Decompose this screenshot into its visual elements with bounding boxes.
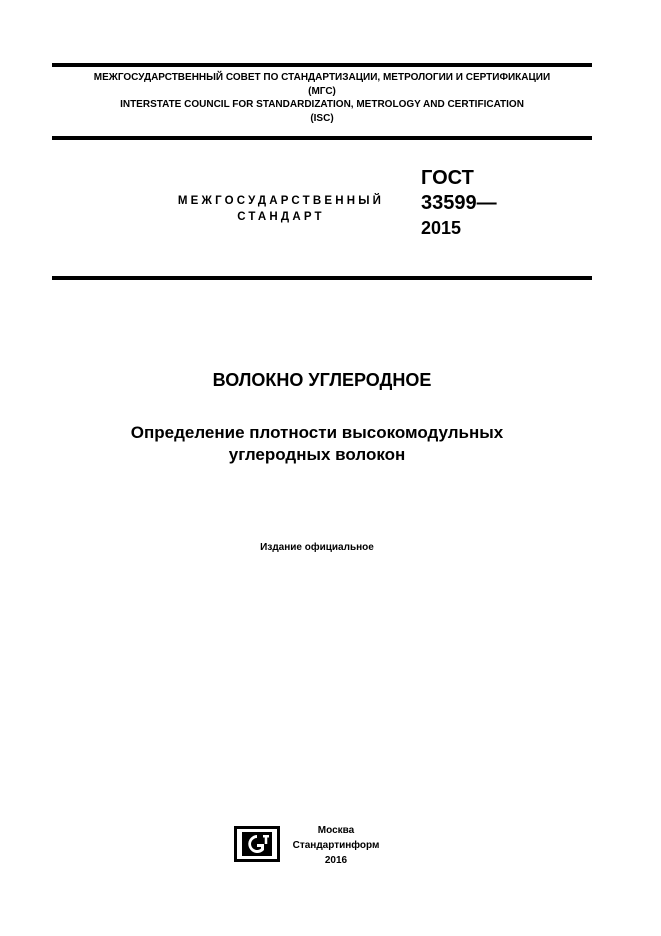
bottom-rule [52,276,592,280]
interstate-label-line2: СТАНДАРТ [237,211,325,223]
publisher-info [284,823,388,868]
document-subtitle-line1: Определение плотности высокомодульных [130,423,504,442]
publisher-city: Москва [317,825,355,836]
gost-label: ГОСТ [421,167,474,189]
edition-label: Издание официальное [260,542,374,553]
council-abbr-ru: (МГС) [308,85,336,97]
publisher-name: Стандартинформ [292,840,380,851]
document-title: ВОЛОКНО УГЛЕРОДНОЕ [212,370,432,390]
council-name-en: INTERSTATE COUNCIL FOR STANDARDIZATION, METROLOGY AND CERTIFICATION [120,99,524,110]
document-subtitle [52,422,582,466]
council-abbr-en: (ISC) [310,112,334,124]
document-subtitle-line2: углеродных волокон [228,445,406,464]
middle-rule [52,136,592,140]
interstate-standard-label [150,193,412,225]
publisher-year: 2016 [324,855,348,866]
gost-number: 33599— [421,192,497,214]
standartinform-logo-icon [234,826,280,862]
top-rule [52,63,592,67]
interstate-label-line1: МЕЖГОСУДАРСТВЕННЫЙ [177,195,385,207]
gost-year: 2015 [421,218,462,238]
gost-designation [421,166,497,240]
council-name-ru: МЕЖГОСУДАРСТВЕННЫЙ СОВЕТ ПО СТАНДАРТИЗАЦИИ, МЕТРОЛОГИИ И СЕРТИФИКАЦИИ [93,72,551,83]
council-header [52,71,592,125]
